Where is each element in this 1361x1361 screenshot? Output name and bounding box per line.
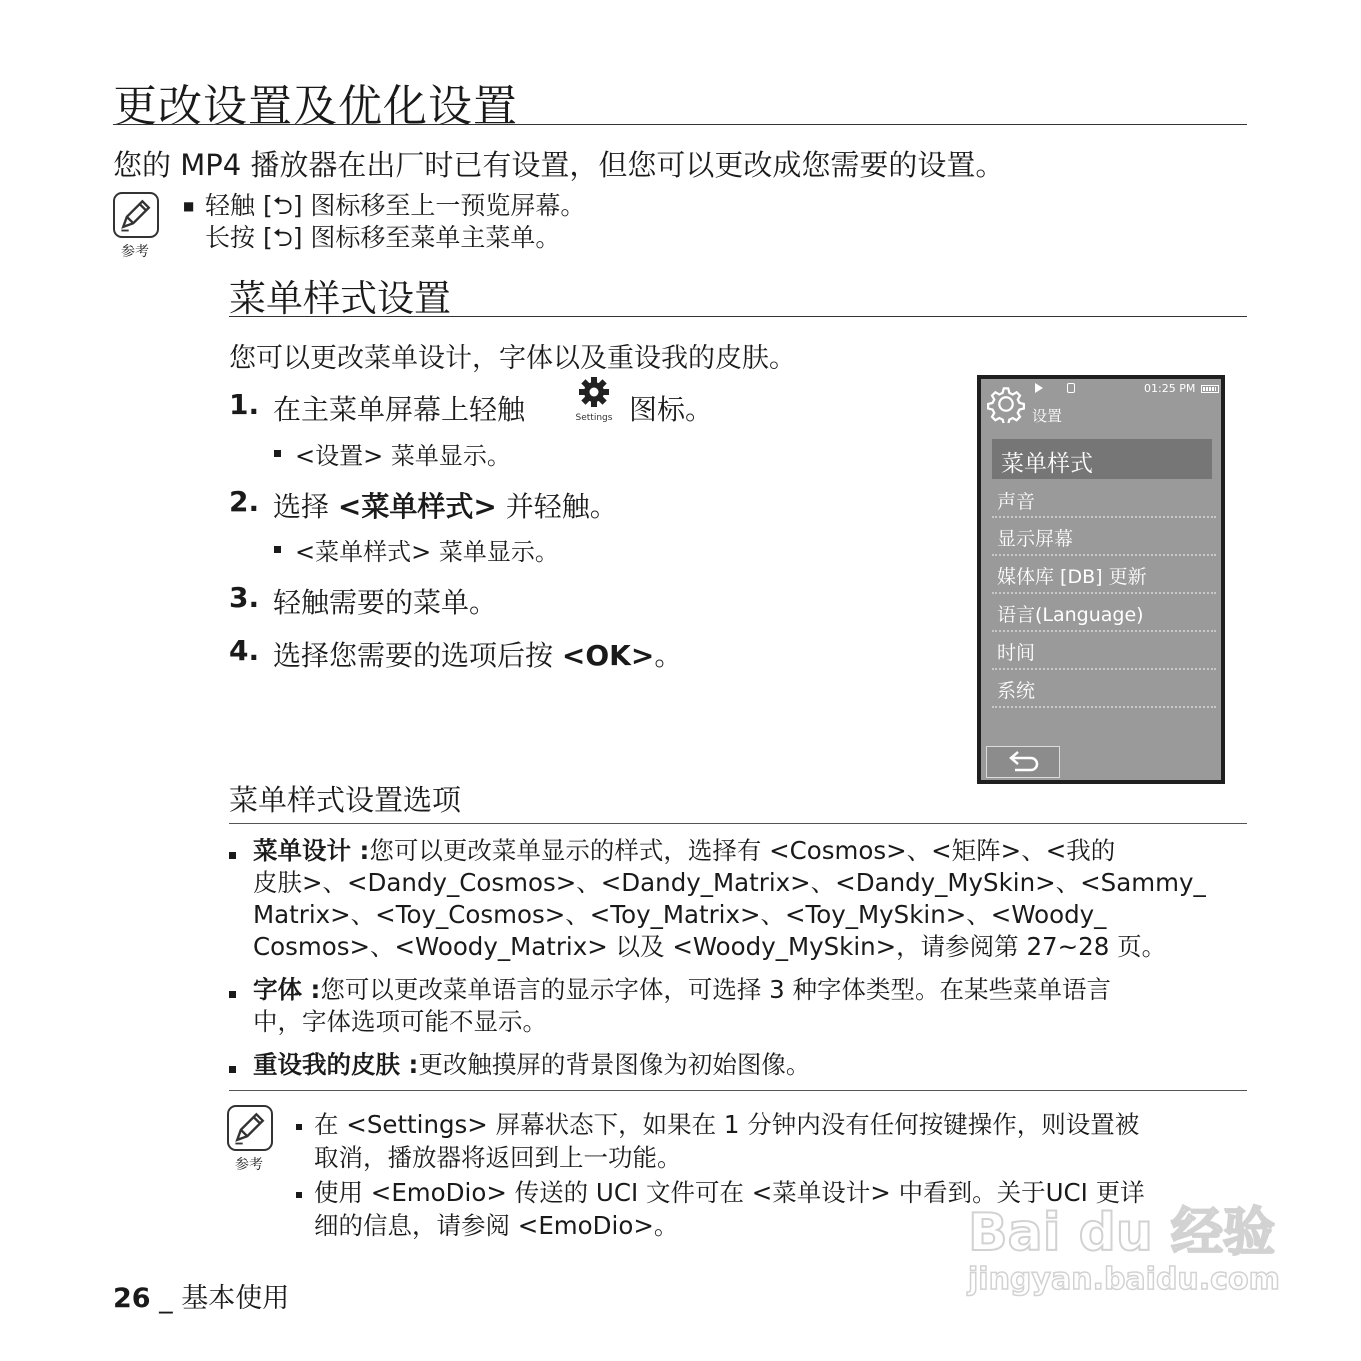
section-rule xyxy=(229,316,1247,317)
note1-line2-post: ] 图标移至菜单主菜单。 xyxy=(292,223,561,252)
step-text: 轻触需要的菜单。 xyxy=(273,586,498,619)
page-title: 更改设置及优化设置 xyxy=(113,81,518,132)
divider xyxy=(992,630,1216,632)
step-number: 1. xyxy=(229,388,260,421)
title-rule xyxy=(113,124,1247,125)
divider xyxy=(992,554,1216,556)
substep-2: <菜单样式> 菜单显示。 xyxy=(274,532,559,567)
section-title: 菜单样式设置 xyxy=(229,277,451,320)
footer-text: _ 基本使用 xyxy=(150,1283,290,1314)
watermark-url: jingyan.baidu.com xyxy=(968,1262,1280,1297)
back-button[interactable] xyxy=(986,746,1060,778)
step-text: 选择 <菜单样式> 并轻触。 xyxy=(273,490,618,523)
device-screenshot xyxy=(977,375,1225,784)
divider xyxy=(992,706,1216,708)
step-text-post: 图标。 xyxy=(629,393,714,426)
bullet-icon: ■ xyxy=(183,199,195,213)
note-pencil-icon xyxy=(113,192,159,238)
divider xyxy=(992,668,1216,670)
note-label: 参考 xyxy=(235,1157,263,1173)
options-title: 菜单样式设置选项 xyxy=(229,783,462,817)
divider xyxy=(992,592,1216,594)
option-reset-skin: 重设我的皮肤 :更改触摸屏的背景图像为初始图像。 xyxy=(253,1049,810,1081)
back-arrow-icon xyxy=(987,747,1059,777)
options-bottom-rule xyxy=(229,1090,1247,1091)
note2-item-1: 在 <Settings> 屏幕状态下，如果在 1 分钟内没有任何按键操作，则设置被 取消，播放器将返回到上一功能。 xyxy=(314,1108,1139,1174)
page-footer xyxy=(113,1276,289,1315)
step-text: 选择您需要的选项后按 <OK>。 xyxy=(273,639,683,672)
settings-gear-icon xyxy=(987,385,1025,427)
option-menu-design: 菜单设计 :您可以更改菜单显示的样式，选择有 <Cosmos>、<矩阵>、<我的 皮肤>、<Dandy_Cosmos>、<Dandy_Matrix>、<Dandy_MySkin>、<Sammy_ Matrix>、<Toy_Cosmos>、<Toy_Matrix>、<Toy_MySkin>、<Woody_ Cosmos>、<Woody_Matrix> 以及 <Woody_MySkin>，请参阅第 27~28 页。 xyxy=(253,835,1206,963)
menu-item-selected[interactable]: 菜单样式 xyxy=(1001,451,1093,477)
step-number: 2. xyxy=(229,485,260,518)
note-label: 参考 xyxy=(121,244,149,260)
settings-icon-caption: Settings xyxy=(575,413,613,423)
menu-item[interactable]: 系统 xyxy=(997,680,1036,702)
intro-text: 您的 MP4 播放器在出厂时已有设置，但您可以更改成您需要的设置。 xyxy=(113,148,1005,182)
device-screen-title: 设置 xyxy=(1032,407,1063,425)
note2-item-2: 使用 <EmoDio> 传送的 UCI 文件可在 <菜单设计> 中看到。关于UCI 更详 细的信息，请参阅 <EmoDio>。 xyxy=(314,1176,1145,1242)
menu-item[interactable]: 时间 xyxy=(997,642,1036,664)
section-subtitle: 您可以更改菜单设计，字体以及重设我的皮肤。 xyxy=(229,343,796,374)
menu-item[interactable]: 语言(Language) xyxy=(997,604,1144,626)
lock-icon xyxy=(1067,383,1075,393)
step-number: 3. xyxy=(229,581,260,614)
option-font: 字体 :您可以更改菜单语言的显示字体，可选择 3 种字体类型。在某些菜单语言 中，字体选项可能不显示。 xyxy=(253,974,1111,1038)
play-icon xyxy=(1035,383,1043,393)
note1-line1-pre: 轻触 [ xyxy=(205,191,273,220)
battery-icon xyxy=(1201,385,1219,393)
note1-line1-post: ] 图标移至上一预览屏幕。 xyxy=(292,191,586,220)
step-number: 4. xyxy=(229,634,260,667)
settings-gear-icon xyxy=(575,375,613,423)
substep-1: <设置> 菜单显示。 xyxy=(274,436,511,471)
note-pencil-icon xyxy=(227,1105,273,1151)
device-screen xyxy=(981,379,1221,780)
device-time: 01:25 PM xyxy=(1144,382,1196,395)
back-arrow-icon: ⮌ xyxy=(272,223,293,252)
page-number: 26 xyxy=(113,1283,151,1314)
watermark-logo: Bai du 经验 xyxy=(968,1203,1275,1263)
divider xyxy=(992,516,1216,518)
menu-item[interactable]: 显示屏幕 xyxy=(997,528,1074,550)
back-arrow-icon: ⮌ xyxy=(272,191,293,220)
menu-item[interactable]: 媒体库 [DB] 更新 xyxy=(997,566,1147,588)
step-text: 在主菜单屏幕上轻触 xyxy=(273,393,526,426)
note1-line2-pre: 长按 [ xyxy=(205,223,273,252)
options-rule xyxy=(229,823,1247,824)
note1 xyxy=(183,190,586,254)
menu-item[interactable]: 声音 xyxy=(997,491,1036,513)
